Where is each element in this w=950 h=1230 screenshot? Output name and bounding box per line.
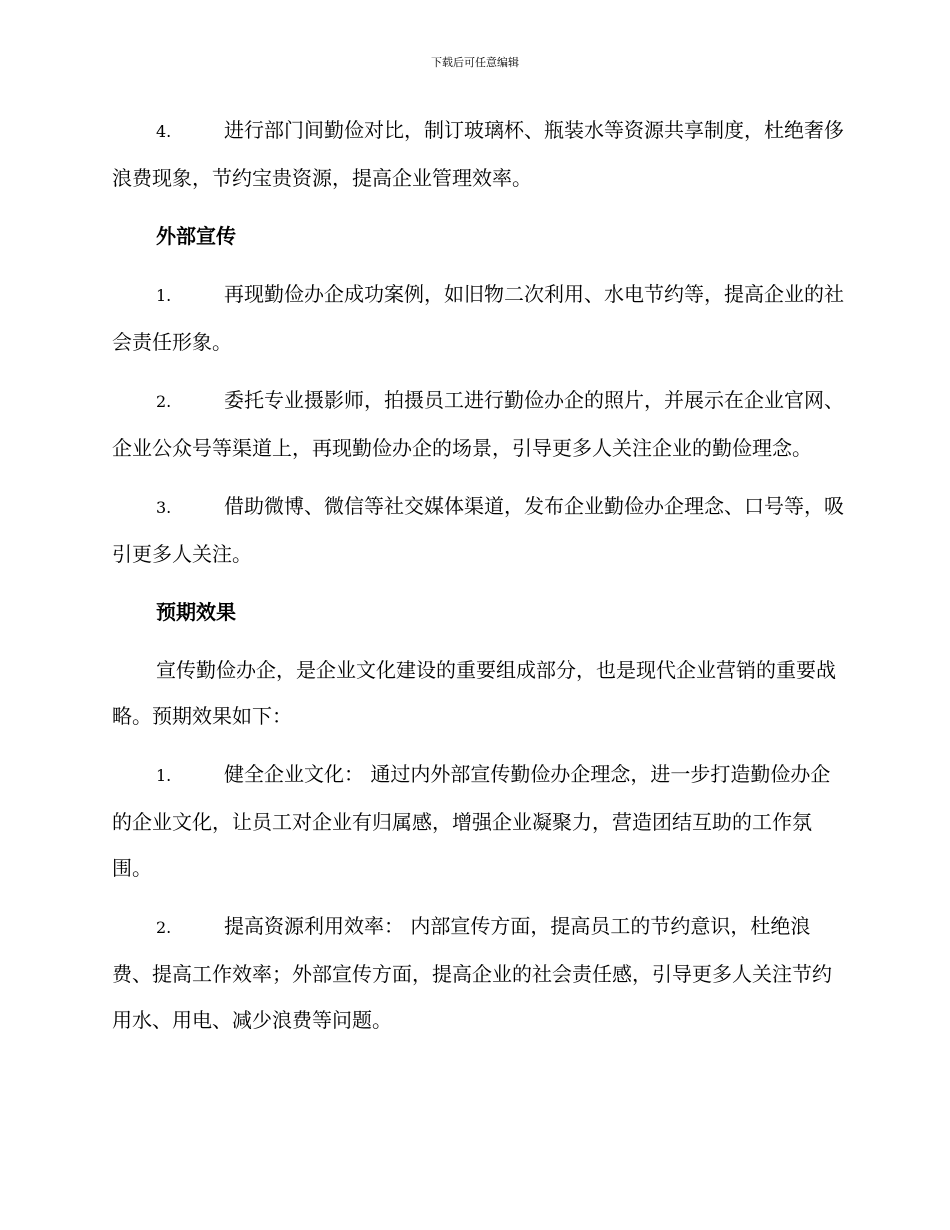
list-item-expected-1 bbox=[112, 751, 844, 891]
list-number: 3. bbox=[156, 498, 172, 517]
section-heading-external: 外部宣传 bbox=[156, 224, 236, 248]
expected-intro-paragraph: 宣传勤俭办企，是企业文化建设的重要组成部分，也是现代企业营销的重要战略。预期效果如下： bbox=[112, 658, 836, 728]
list-item-external-1 bbox=[112, 271, 844, 365]
list-item-external-2 bbox=[112, 377, 844, 471]
list-number: 4. bbox=[156, 122, 172, 141]
list-text: 再现勤俭办企成功案例，如旧物二次利用、水电节约等，提高企业的社会责任形象。 bbox=[112, 282, 844, 354]
list-number: 2. bbox=[156, 392, 172, 411]
list-number: 1. bbox=[156, 286, 172, 305]
page-header: 下载后可任意编辑 bbox=[431, 56, 519, 69]
list-item-expected-2 bbox=[112, 903, 844, 1043]
document-body bbox=[112, 107, 844, 1055]
list-number: 1. bbox=[156, 766, 172, 785]
list-text: 进行部门间勤俭对比，制订玻璃杯、瓶装水等资源共享制度，杜绝奢侈浪费现象，节约宝贵资源，提高企业管理效率。 bbox=[112, 118, 844, 190]
list-text: 委托专业摄影师，拍摄员工进行勤俭办企的照片，并展示在企业官网、企业公众号等渠道上，再现勤俭办企的场景，引导更多人关注企业的勤俭理念。 bbox=[112, 388, 844, 460]
list-item-external-3 bbox=[112, 483, 844, 577]
list-text: 健全企业文化： 通过内外部宣传勤俭办企理念，进一步打造勤俭办企的企业文化，让员工对企业有归属感，增强企业凝聚力，营造团结互助的工作氛围。 bbox=[112, 762, 831, 880]
list-item-internal-4 bbox=[112, 107, 844, 201]
section-heading-expected: 预期效果 bbox=[156, 600, 236, 624]
list-number: 2. bbox=[156, 918, 172, 937]
list-text: 提高资源利用效率： 内部宣传方面，提高员工的节约意识，杜绝浪费、提高工作效率；外部宣传方面，提高企业的社会责任感，引导更多人关注节约用水、用电、减少浪费等问题。 bbox=[112, 914, 832, 1032]
list-text: 借助微博、微信等社交媒体渠道，发布企业勤俭办企理念、口号等，吸引更多人关注。 bbox=[112, 494, 844, 566]
